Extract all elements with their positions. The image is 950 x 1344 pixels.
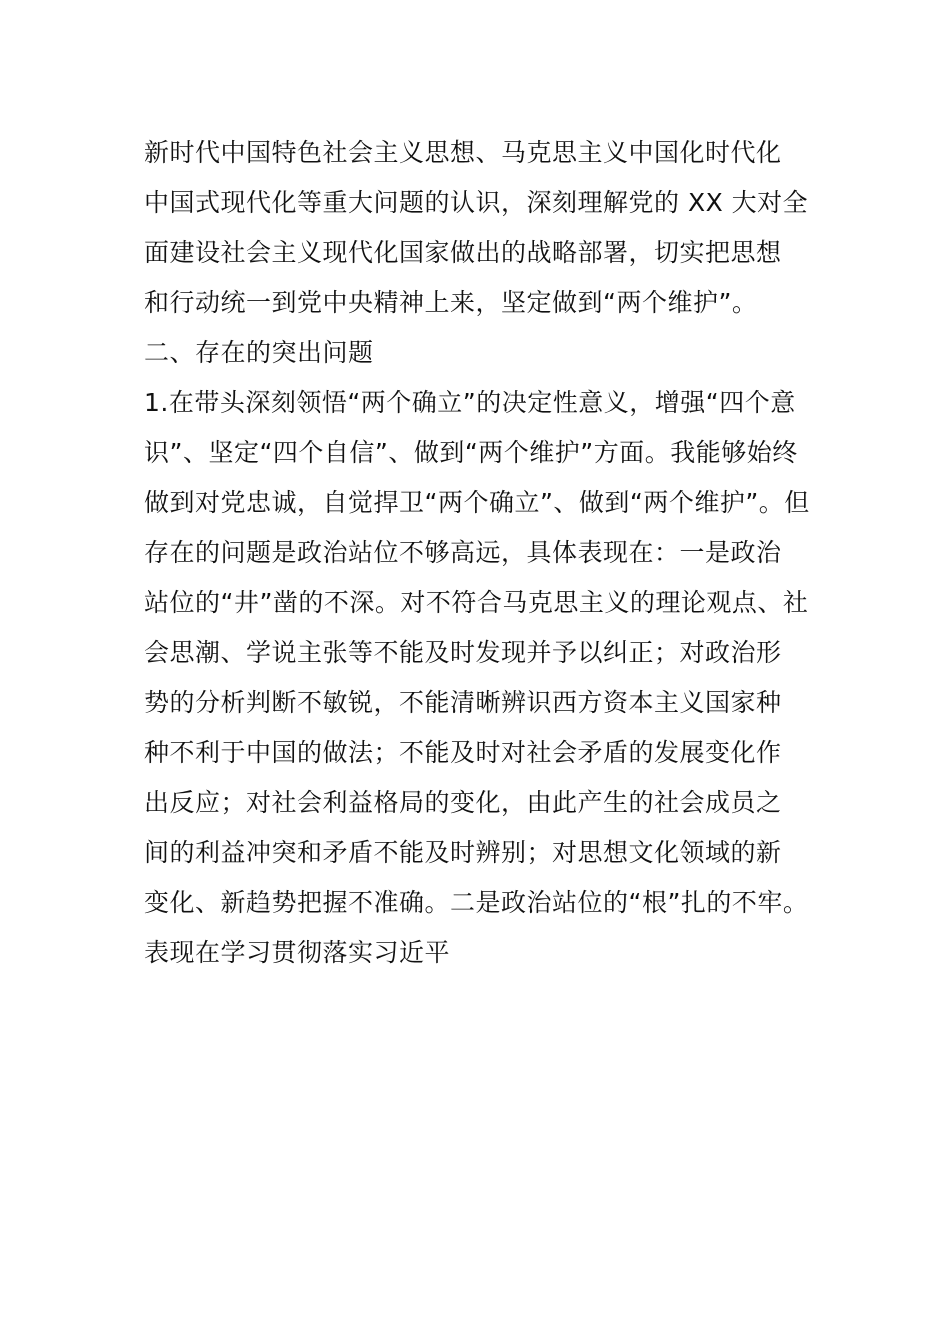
text-line: 新时代中国特色社会主义思想、马克思主义中国化时代化 [144, 138, 782, 167]
text-line: 面建设社会主义现代化国家做出的战略部署，切实把思想 [144, 238, 782, 267]
text-line: 会思潮、学说主张等不能及时发现并予以纠正；对政治形 [144, 638, 782, 667]
text-line: 识”、坚定“四个自信”、做到“两个维护”方面。我能够始终 [144, 438, 798, 467]
text-line: 势的分析判断不敏锐，不能清晰辨识西方资本主义国家种 [144, 688, 782, 717]
text-line: 站位的“井”凿的不深。对不符合马克思主义的理论观点、社 [144, 588, 809, 617]
text-line: 做到对党忠诚，自觉捍卫“两个确立”、做到“两个维护”。但 [144, 488, 810, 517]
text-line: 间的利益冲突和矛盾不能及时辨别；对思想文化领域的新 [144, 838, 782, 867]
text-line: 和行动统一到党中央精神上来，坚定做到“两个维护”。 [144, 288, 758, 317]
text-line: 出反应；对社会利益格局的变化，由此产生的社会成员之 [144, 788, 782, 817]
text-line: 种不利于中国的做法；不能及时对社会矛盾的发展变化作 [144, 738, 782, 767]
text-line: 1.在带头深刻领悟“两个确立”的决定性意义，增强“四个意 [144, 388, 796, 417]
text-line: 存在的问题是政治站位不够高远，具体表现在：一是政治 [144, 538, 782, 567]
text-line: 表现在学习贯彻落实习近平 [144, 938, 451, 967]
text-line: 变化、新趋势把握不准确。二是政治站位的“根”扎的不牢。 [144, 888, 809, 917]
section-heading: 二、存在的突出问题 [144, 338, 374, 367]
text-line: 中国式现代化等重大问题的认识，深刻理解党的 XX 大对全 [144, 188, 809, 217]
document-body [144, 128, 816, 978]
